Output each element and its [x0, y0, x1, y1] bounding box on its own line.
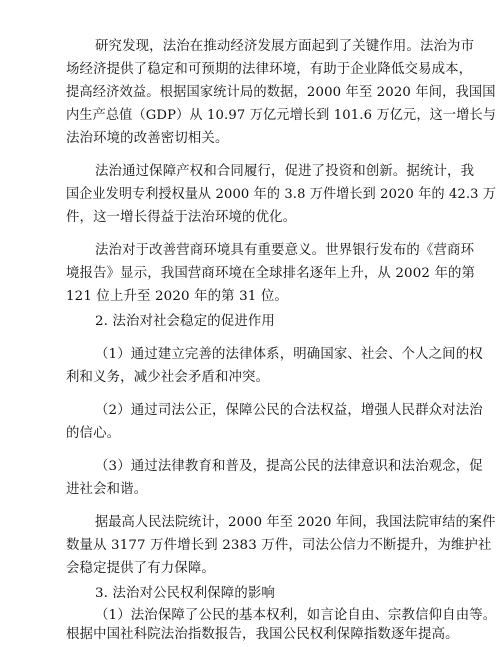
list-item-1-line-2: 利和义务，减少社会矛盾和冲突。	[66, 370, 270, 385]
section-heading-2: 2. 法治对社会稳定的促进作用	[95, 314, 275, 329]
paragraph-court-line-1: 据最高人民法院统计，2000 年至 2020 年间，我国法院审结的案件	[95, 515, 496, 530]
paragraph-2-line-2: 国企业发明专利授权量从 2000 年的 3.8 万件增长到 2020 年的 42.3 万	[66, 187, 497, 202]
paragraph-3-line-3: 121 位上升至 2020 年的第 31 位。	[66, 289, 288, 304]
list-item-3-line-1: （3）通过法律教育和普及，提高公民的法律意识和法治观念，促	[95, 459, 483, 474]
list-item-2-line-1: （2）通过司法公正，保障公民的合法权益，增强人民群众对法治	[95, 403, 483, 418]
paragraph-court-line-2: 数量从 3177 万件增长到 2383 万件，司法公信力不断提升，为维护社	[66, 538, 492, 553]
paragraph-1-line-4: 内生产总值（GDP）从 10.97 万亿元增长到 101.6 万亿元，这一增长与	[66, 108, 497, 123]
list-item-3-line-2: 进社会和谐。	[66, 482, 148, 497]
list-item-1-line-1: （1）通过建立完善的法律体系，明确国家、社会、个人之间的权	[95, 347, 483, 362]
paragraph-1-line-5: 法治环境的改善密切相关。	[66, 131, 229, 146]
paragraph-court-line-3: 会稳定提供了有力保障。	[66, 561, 215, 576]
paragraph-2-line-1: 法治通过保障产权和合同履行，促进了投资和创新。据统计，我	[95, 164, 475, 179]
paragraph-3-line-2: 境报告》显示，我国营商环境在全球排名逐年上升，从 2002 年的第	[66, 266, 476, 281]
paragraph-1-line-1: 研究发现，法治在推动经济发展方面起到了关键作用。法治为市	[95, 39, 475, 54]
list-item-2-line-2: 的信心。	[66, 426, 121, 441]
section-heading-3: 3. 法治对公民权利保障的影响	[95, 586, 275, 601]
paragraph-1-line-2: 场经济提供了稳定和可预期的法律环境，有助于企业降低交易成本，	[66, 62, 473, 77]
paragraph-3-line-1: 法治对于改善营商环境具有重要意义。世界银行发布的《营商环	[95, 243, 475, 258]
paragraph-2-line-3: 件，这一增长得益于法治环境的优化。	[66, 210, 297, 225]
paragraph-1-line-3: 提高经济效益。根据国家统计局的数据，2000 年至 2020 年间，我国国	[66, 85, 496, 100]
rights-item-1-line-1: （1）法治保障了公民的基本权利，如言论自由、宗教信仰自由等。	[95, 608, 497, 623]
rights-item-1-line-2: 根据中国社科院法治指数报告，我国公民权利保障指数逐年提高。	[66, 627, 459, 642]
